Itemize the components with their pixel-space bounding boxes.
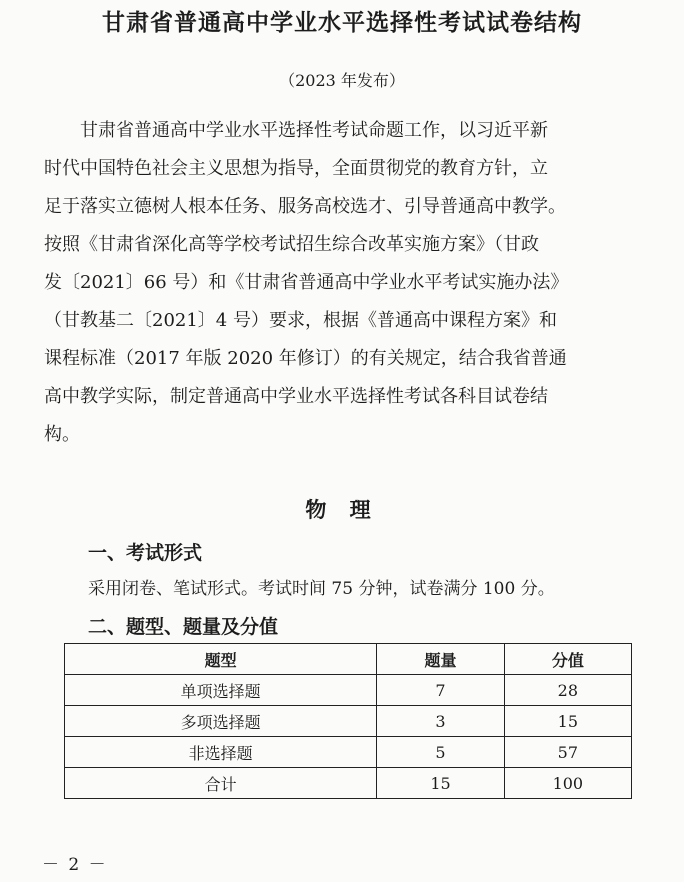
release-date: （2023 年发布） xyxy=(279,71,405,90)
table-cell: 5 xyxy=(377,737,504,768)
table-header-cell: 题型 xyxy=(65,644,377,675)
table-cell: 15 xyxy=(504,706,631,737)
table-row xyxy=(65,706,632,737)
section-heading-question-types: 二、题型、题量及分值 xyxy=(88,616,279,638)
intro-line: 按照《甘肃省深化高等学校考试招生综合改革实施方案》（甘政 xyxy=(44,234,539,255)
intro-line: 甘肃省普通高中学业水平选择性考试命题工作，以习近平新 xyxy=(80,120,548,141)
intro-line: 高中教学实际，制定普通高中学业水平选择性考试各科目试卷结 xyxy=(44,386,548,407)
intro-line: （甘教基二〔2021〕4 号）要求，根据《普通高中课程方案》和 xyxy=(44,310,557,331)
table-cell: 100 xyxy=(504,768,631,799)
page-number: － 2 － xyxy=(42,855,108,875)
intro-line: 构。 xyxy=(44,424,80,445)
table-cell: 多项选择题 xyxy=(65,706,377,737)
table-header-cell: 题量 xyxy=(377,644,504,675)
table-cell: 非选择题 xyxy=(65,737,377,768)
table-cell: 15 xyxy=(377,768,504,799)
table-row xyxy=(65,675,632,706)
table-row xyxy=(65,768,632,799)
table-cell: 3 xyxy=(377,706,504,737)
table-cell: 单项选择题 xyxy=(65,675,377,706)
intro-line: 课程标准（2017 年版 2020 年修订）的有关规定，结合我省普通 xyxy=(44,348,567,369)
section-heading-exam-format: 一、考试形式 xyxy=(88,542,203,564)
intro-line: 发〔2021〕66 号）和《甘肃省普通高中学业水平考试实施办法》 xyxy=(44,272,569,293)
subject-heading: 物 理 xyxy=(305,498,379,522)
table-header-cell: 分值 xyxy=(504,644,631,675)
table-row xyxy=(65,737,632,768)
exam-format-text: 采用闭卷、笔试形式。考试时间 75 分钟，试卷满分 100 分。 xyxy=(88,579,555,599)
intro-line: 时代中国特色社会主义思想为指导，全面贯彻党的教育方针，立 xyxy=(44,158,548,179)
table-header-row xyxy=(65,644,632,675)
table-cell: 57 xyxy=(504,737,631,768)
document-title: 甘肃省普通高中学业水平选择性考试试卷结构 xyxy=(102,10,582,36)
table-cell: 28 xyxy=(504,675,631,706)
table-cell: 合计 xyxy=(65,768,377,799)
table-cell: 7 xyxy=(377,675,504,706)
intro-line: 足于落实立德树人根本任务、服务高校选才、引导普通高中教学。 xyxy=(44,196,566,217)
intro-paragraph xyxy=(44,112,648,454)
score-table xyxy=(64,643,632,799)
